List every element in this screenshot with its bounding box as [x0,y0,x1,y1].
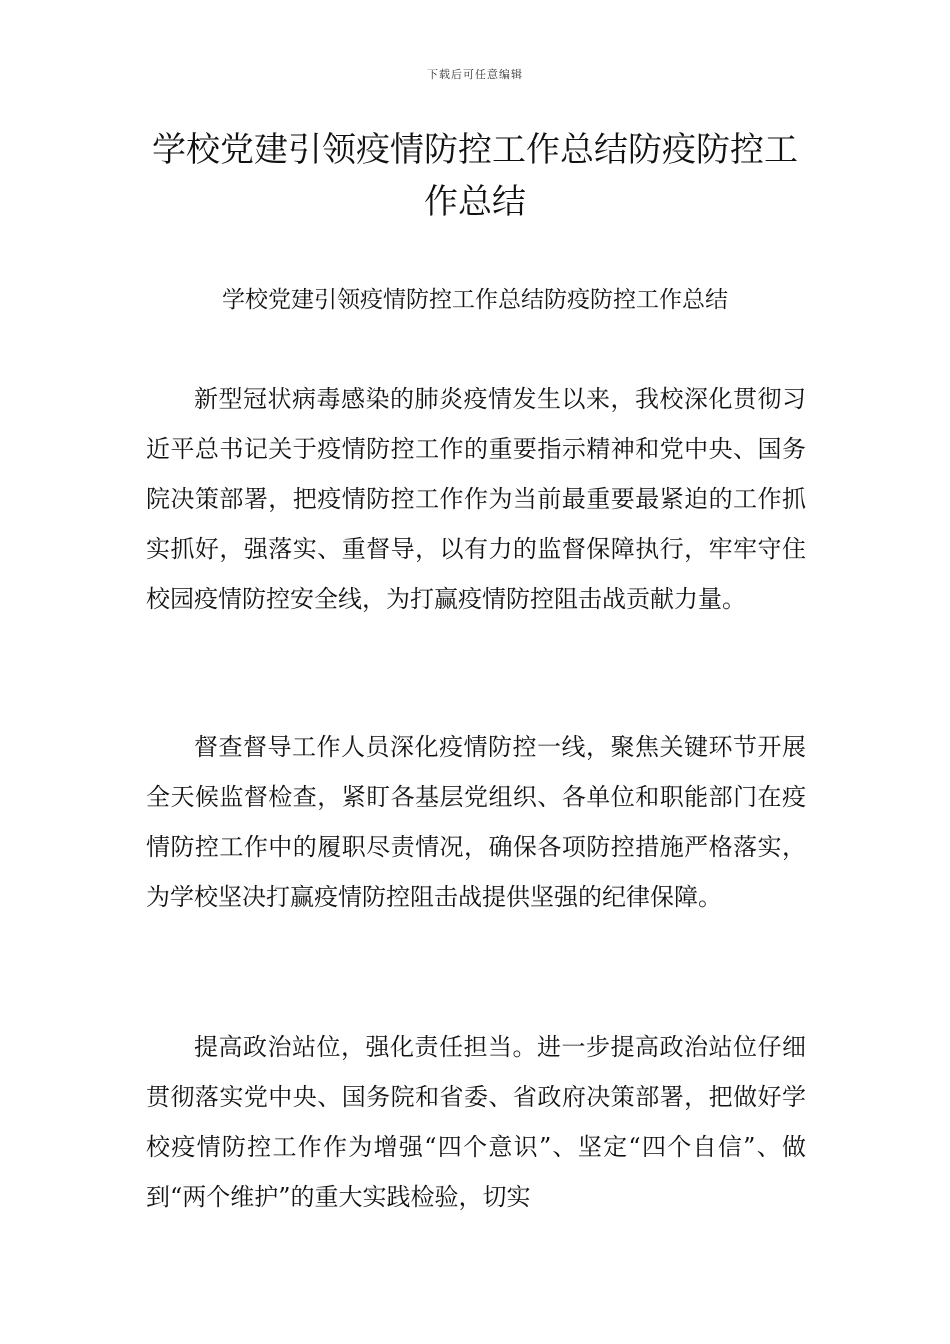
body-paragraph-3: 提高政治站位，强化责任担当。进一步提高政治站位仔细贯彻落实党中央、国务院和省委、省政府决策部署，把做好学校疫情防控工作作为增强“四个意识”、坚定“四个自信”、做到“两个维护”的重大实践检验，切实 [146,1033,806,1211]
body-paragraph-1: 新型冠状病毒感染的肺炎疫情发生以来，我校深化贯彻习近平总书记关于疫情防控工作的重要指示精神和党中央、国务院决策部署，把疫情防控工作作为当前最重要最紧迫的工作抓实抓好，强落实、重督导，以有力的监督保障执行，牢牢守住校园疫情防控安全线，为打赢疫情防控阻击战贡献力量。 [146,385,806,613]
document-title: 学校党建引领疫情防控工作总结防疫防控工作总结 [152,130,798,222]
document-subtitle: 学校党建引领疫情防控工作总结防疫防控工作总结 [222,287,728,313]
body-paragraph-2: 督查督导工作人员深化疫情防控一线，聚焦关键环节开展全天候监督检查，紧盯各基层党组织、各单位和职能部门在疫情防控工作中的履职尽责情况，确保各项防控措施严格落实，为学校坚决打赢疫情防控阻击战提供坚强的纪律保障。 [146,733,806,911]
header-note: 下载后可任意编辑 [427,68,523,81]
